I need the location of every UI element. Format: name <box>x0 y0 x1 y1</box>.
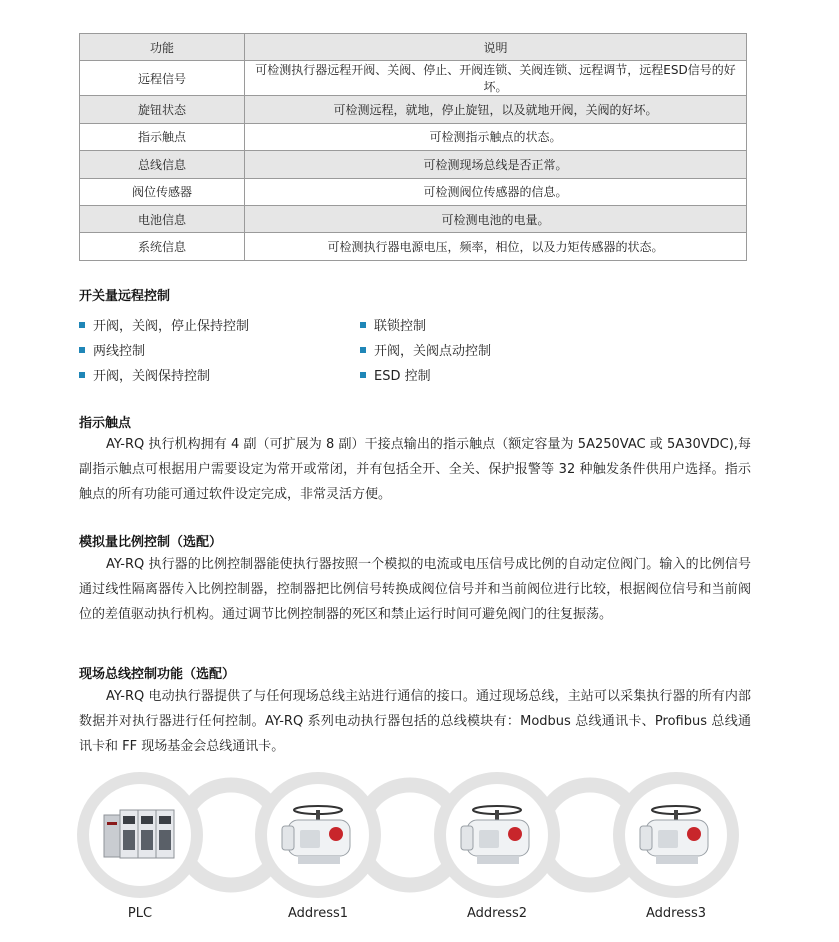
table-row <box>80 96 747 123</box>
diagram-label-address1: Address1 <box>287 906 349 921</box>
table-row <box>80 233 747 260</box>
bullet-item <box>79 340 145 359</box>
table-header-row <box>80 34 747 61</box>
bullet-item <box>360 315 426 334</box>
indicator-section-body <box>79 432 751 507</box>
bullet-item <box>360 365 431 384</box>
bullet-text: 开阀，关阀，停止保持控制 <box>93 319 250 334</box>
table-cell-description: 可检测远程，就地，停止旋钮，以及就地开阀，关阀的好坏。 <box>245 96 747 123</box>
indicator-body-text: AY-RQ 执行机构拥有 4 副（可扩展为 8 副）干接点输出的指示触点（额定容量为 5A250VAC 或 5A30VDC),每副指示触点可根据用户需要设定为常开或常闭，并有包括全开、全关、保护报警等 32 种触发条件供用户选择。指示触点的所有功能可通过软件设定完成，非常灵活方便。 <box>79 437 751 502</box>
table-cell-description: 可检测现场总线是否正常。 <box>245 151 747 178</box>
table-cell-description: 可检测执行器电源电压，频率，相位，以及力矩传感器的状态。 <box>245 233 747 260</box>
square-bullet-icon <box>79 372 85 378</box>
fieldbus-section-title: 现场总线控制功能（选配） <box>79 667 236 682</box>
switch-control-title: 开关量远程控制 <box>79 289 171 304</box>
table-cell-function: 电池信息 <box>80 205 245 232</box>
table-cell-description: 可检测电池的电量。 <box>245 205 747 232</box>
plc-icon <box>104 810 174 858</box>
bullet-text: 开阀，关阀点动控制 <box>374 344 492 359</box>
square-bullet-icon <box>360 347 366 353</box>
table-cell-description: 可检测执行器远程开阀、关阀、停止、开阀连锁、关阀连锁、远程调节，远程ESD信号的好坏。 <box>245 61 747 96</box>
table-header-description: 说明 <box>245 34 747 61</box>
bullet-item <box>79 365 210 384</box>
bullet-text: 两线控制 <box>93 344 146 359</box>
indicator-section-title: 指示触点 <box>79 416 132 431</box>
table-cell-function: 系统信息 <box>80 233 245 260</box>
analog-section-title: 模拟量比例控制（选配） <box>79 535 223 550</box>
diagram-label-address2: Address2 <box>466 906 528 921</box>
square-bullet-icon <box>79 322 85 328</box>
table-cell-function: 总线信息 <box>80 151 245 178</box>
table-cell-description: 可检测阀位传感器的信息。 <box>245 178 747 205</box>
table-cell-description: 可检测指示触点的状态。 <box>245 123 747 150</box>
bullet-text: 开阀，关阀保持控制 <box>93 369 211 384</box>
diagram-label-address3: Address3 <box>645 906 707 921</box>
table-cell-function: 阀位传感器 <box>80 178 245 205</box>
table-row <box>80 61 747 96</box>
bullet-text: 联锁控制 <box>374 319 427 334</box>
table-row <box>80 178 747 205</box>
table-header-function: 功能 <box>80 34 245 61</box>
bullet-item <box>79 315 249 334</box>
table-cell-function: 远程信号 <box>80 61 245 96</box>
table-cell-function: 指示触点 <box>80 123 245 150</box>
bullet-text: ESD 控制 <box>374 369 431 384</box>
fieldbus-section-body <box>79 684 751 759</box>
square-bullet-icon <box>360 372 366 378</box>
table-row <box>80 205 747 232</box>
analog-section-body <box>79 552 751 627</box>
bullet-item <box>360 340 491 359</box>
fieldbus-body-text: AY-RQ 电动执行器提供了与任何现场总线主站进行通信的接口。通过现场总线，主站可以采集执行器的所有内部数据并对执行器进行任何控制。AY-RQ 系列电动执行器包括的总线模块有：Modbus 总线通讯卡、Profibus 总线通讯卡和 FF 现场基金会总线通讯卡。 <box>79 689 751 754</box>
square-bullet-icon <box>360 322 366 328</box>
table-cell-function: 旋钮状态 <box>80 96 245 123</box>
diagram-label-plc: PLC <box>127 906 153 921</box>
table-row <box>80 151 747 178</box>
square-bullet-icon <box>79 347 85 353</box>
table-row <box>80 123 747 150</box>
analog-body-text: AY-RQ 执行器的比例控制器能使执行器按照一个模拟的电流或电压信号成比例的自动定位阀门。输入的比例信号通过线性隔离器传入比例控制器，控制器把比例信号转换成阀位信号并和当前阀位进行比较，根据阀位信号和当前阀位的差值驱动执行机构。通过调节比例控制器的死区和禁止运行时间可避免阀门的往复振荡。 <box>79 557 751 622</box>
function-table <box>79 33 747 261</box>
